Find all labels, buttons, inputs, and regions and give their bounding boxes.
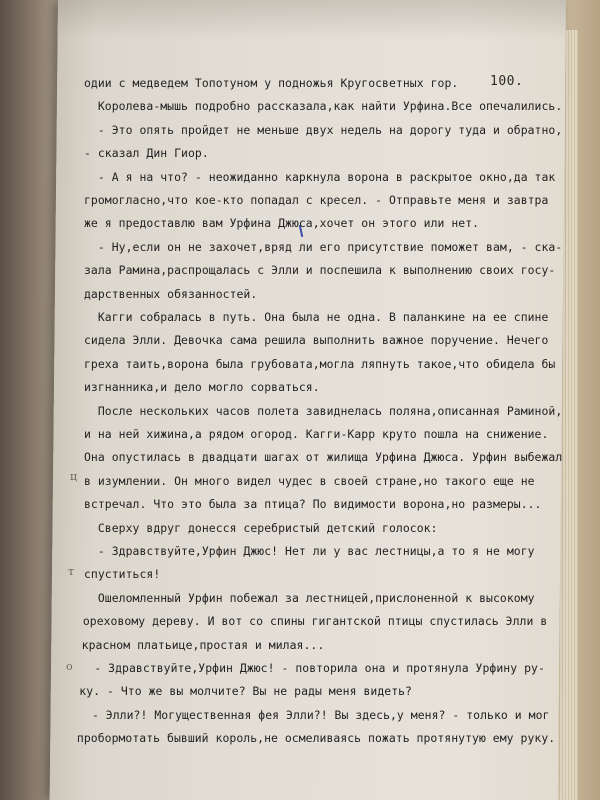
text-line: Кагги собралась в путь. Она была не одна. В паланкине на ее спине <box>84 310 549 324</box>
margin-mark: ц <box>70 470 78 483</box>
text-line: греха таить,ворона была грубовата,могла ляпнуть такое,что обидела бы <box>84 356 556 371</box>
text-line: и на ней хижина,а рядом огород. Кагги-Карр круто пошла на снижение. <box>84 427 549 441</box>
text-line: Она опустилась в двадцати шагах от жилища Урфина Джюса. Урфин выбежал <box>84 450 563 465</box>
text-line: дарственных обязанностей. <box>84 286 258 301</box>
text-line: пробормотать бывший король,не осмеливаясь пожать протянутую ему руку. <box>76 731 556 746</box>
page-number: 100. <box>490 74 524 89</box>
text-line: изгнанника,и дело могло сорваться. <box>84 380 320 395</box>
text-line: После нескольких часов полета завиднелась поляна,описанная Раминой, <box>84 403 563 418</box>
text-line: спуститься! <box>84 567 161 582</box>
margin-mark: т <box>68 565 75 578</box>
text-line: встречал. Что это была за птица? По видимости ворона,но размеры... <box>84 497 542 512</box>
text-line: в изумлении. Он много видел чудес в своей стране,но такого еще не <box>84 473 535 488</box>
margin-mark: о <box>66 660 73 673</box>
typewritten-page <box>50 0 566 800</box>
text-line: - Здравствуйте,Урфин Джюс! - повторила она и протянула Урфину ру- <box>80 661 545 675</box>
text-line: одии с медведем Топотуном у подножья Кругосветных гор. <box>84 76 459 90</box>
text-line: - А я на что? - неожиданно каркнула ворона в раскрытое окно,да так <box>84 169 556 184</box>
text-line: Сверху вдруг донесся серебристый детский голосок: <box>84 520 438 535</box>
text-line: же я предоставлю вам Урфина Джюса,хочет он этого или нет. <box>84 216 480 231</box>
text-line: сидела Элли. Девочка сама решила выполнить важное поручение. Нечего <box>84 333 549 348</box>
text-line: - Это опять пройдет не меньше двух недель на дорогу туда и обратно, <box>84 122 563 137</box>
text-line: - сказал Дин Гиор. <box>84 146 209 161</box>
text-line: зала Рамина,распрощалась с Элли и поспешила к выполнению своих госу- <box>84 263 556 278</box>
text-line: красном платьице,простая и милая... <box>81 637 325 652</box>
text-line: ку. - Что же вы молчите? Вы не рады меня видеть? <box>79 684 412 699</box>
text-line: - Ну,если он не захочет,вряд ли его присутствие поможет вам, - ска- <box>84 239 563 254</box>
text-line: Королева-мышь подробно рассказала,как найти Урфина.Все опечалились. <box>84 99 563 114</box>
text-line: ореховому дереву. И вот со спины гигантской птицы спустилась Элли в <box>82 614 548 629</box>
text-line: - Элли?! Могущественная фея Элли?! Вы здесь,у меня? - только и мог <box>78 707 550 722</box>
text-line: Ошеломленный Урфин побежал за лестницей,прислоненной к высокому <box>84 590 535 605</box>
page-shadow <box>58 0 566 40</box>
text-line: - Здравствуйте,Урфин Джюс! Нет ли у вас лестницы,а то я не могу <box>84 544 535 558</box>
text-line: громогласно,что кое-кто попадал с кресел. - Отправьте меня и завтра <box>84 193 549 207</box>
